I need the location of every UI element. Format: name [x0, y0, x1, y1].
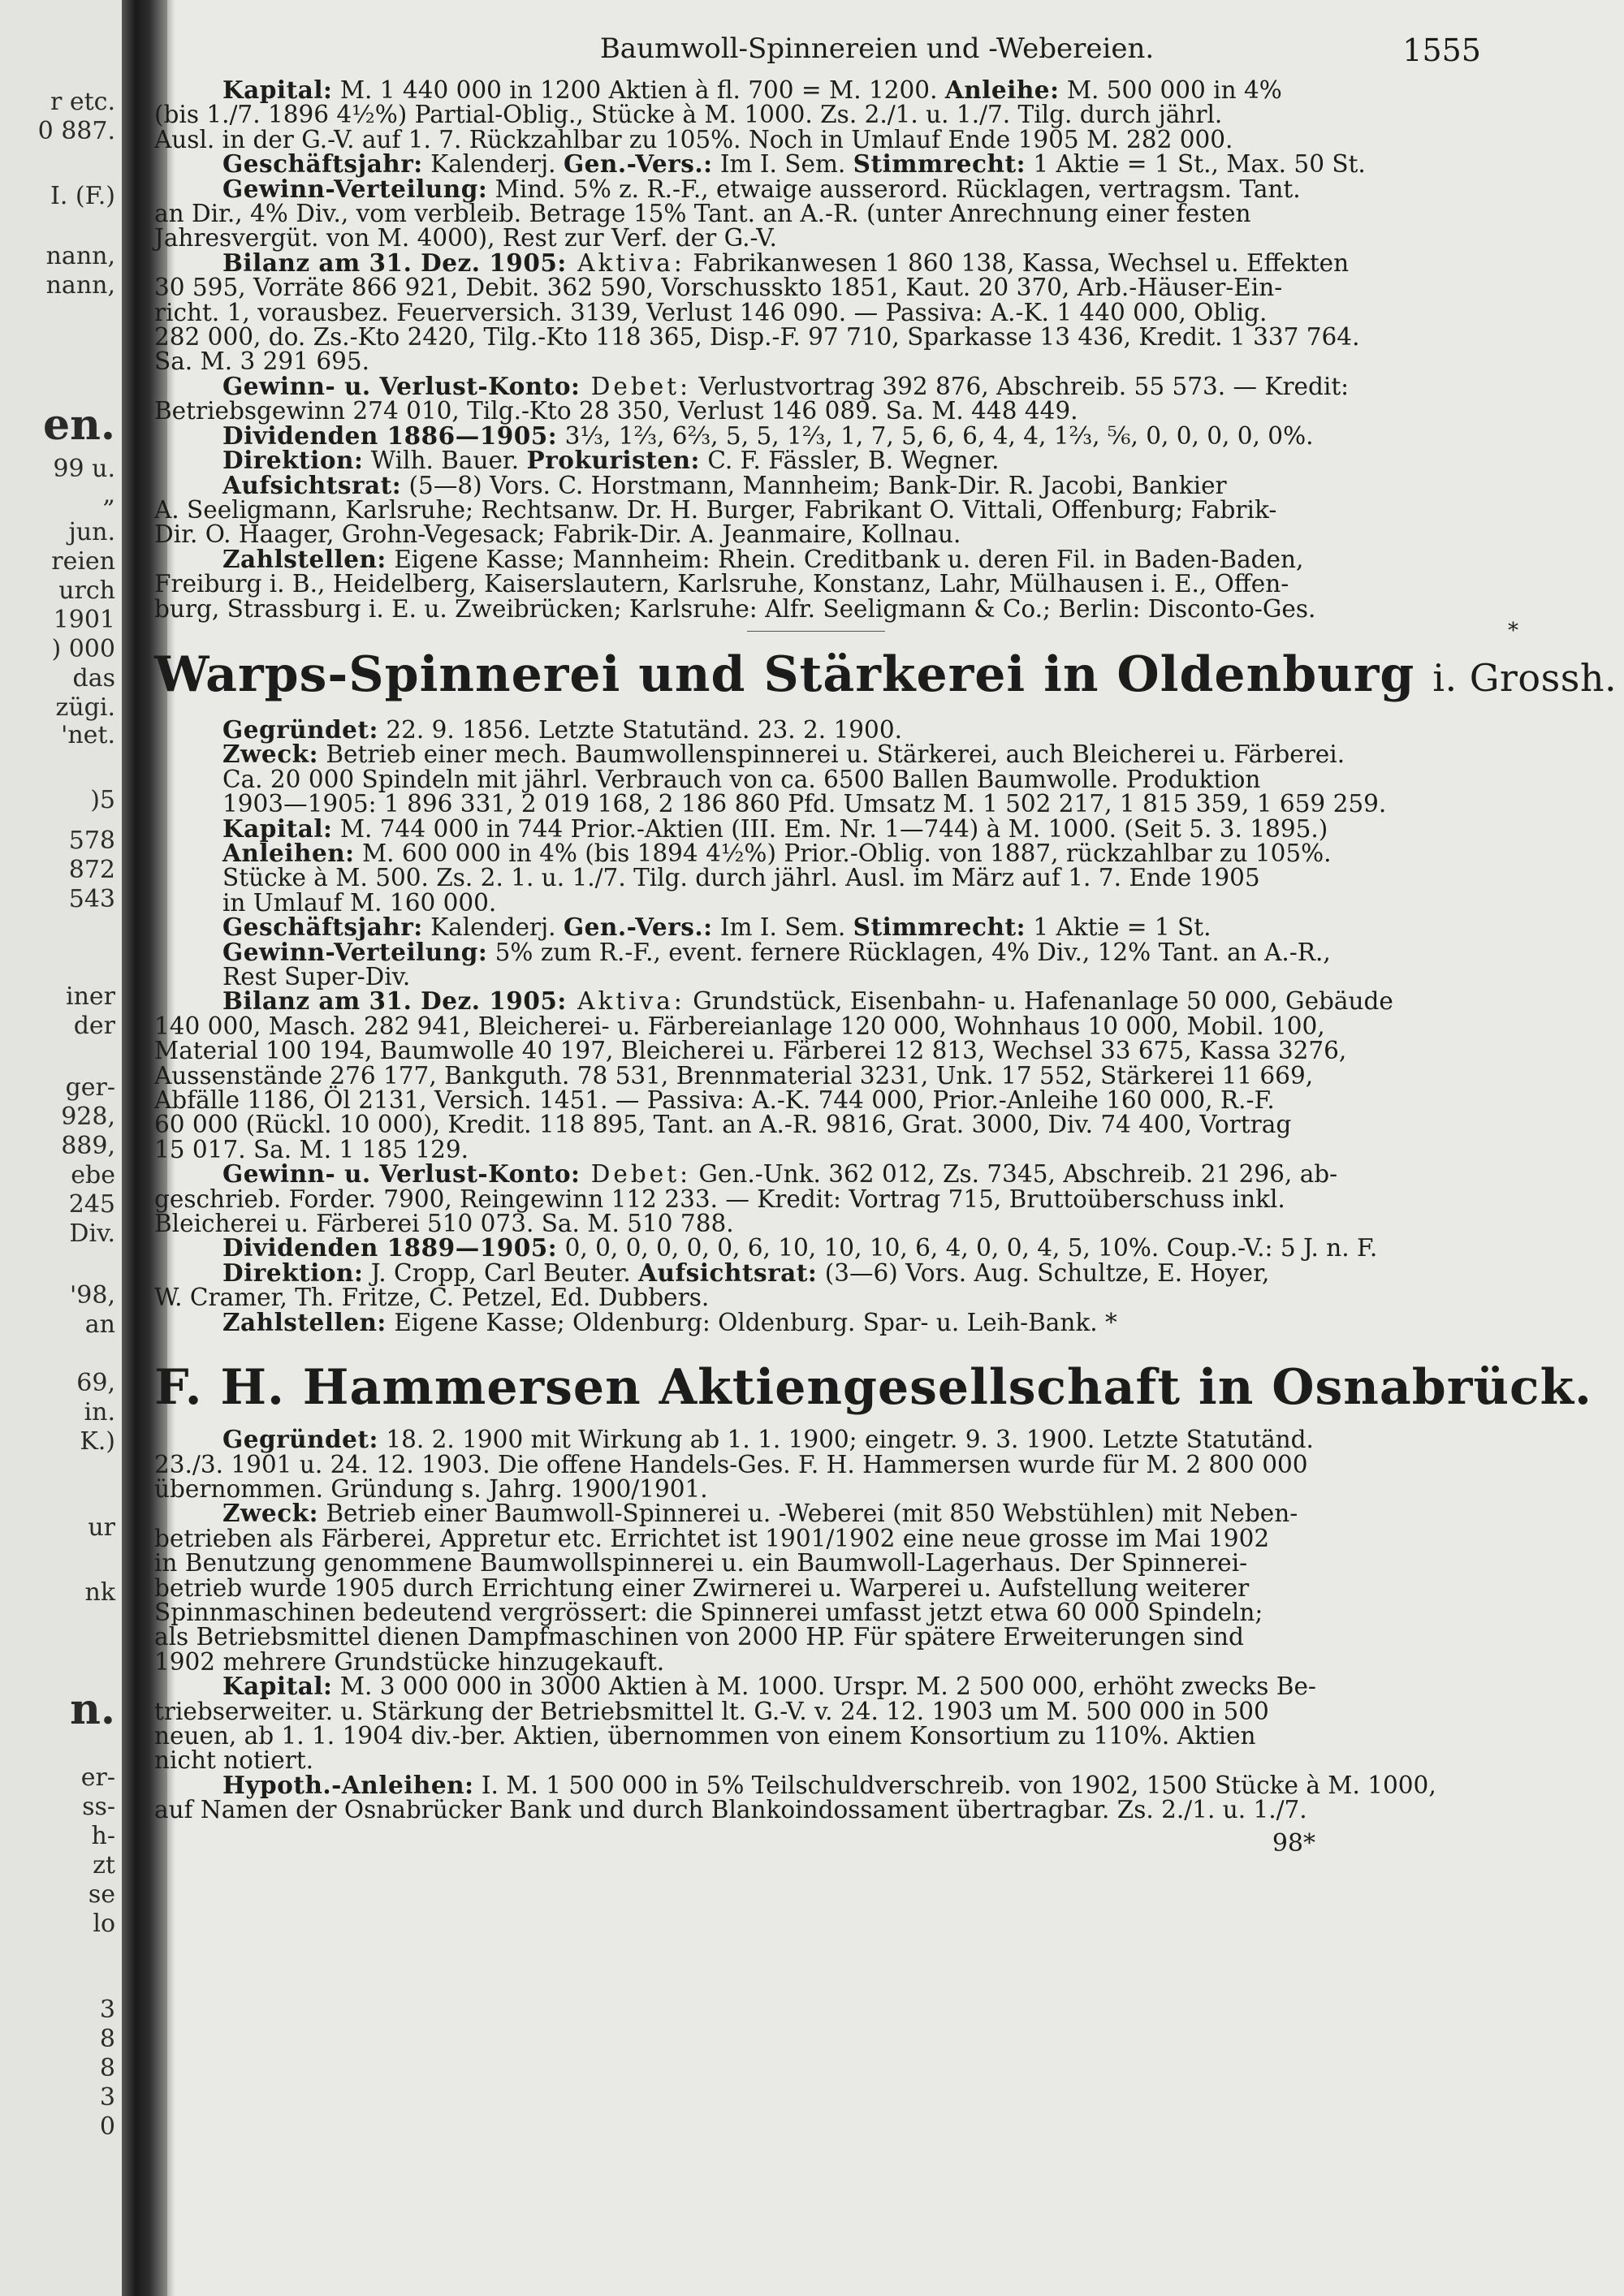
field-text: neuen, ab 1. 1. 1904 div.-ber. Aktien, übernommen von einem Konsortium zu 110%. Aktien	[154, 1721, 1256, 1750]
text-line	[154, 1600, 1478, 1625]
adjacent-page-fragment: 543	[68, 885, 115, 913]
spaced-label: Aktiva:	[566, 248, 685, 277]
text-line	[154, 174, 1478, 203]
adjacent-page-fragment: urch	[58, 576, 115, 605]
text-line	[154, 1258, 1478, 1287]
field-text: Grundstück, Eisenbahn- u. Hafenanlage 50 000, Gebäude	[685, 987, 1393, 1016]
adjacent-page-fragment: lo	[93, 1910, 115, 1938]
adjacent-page-fragment: nk	[84, 1578, 115, 1607]
text-line	[154, 399, 1478, 423]
field-text: Ausl. in der G.-V. auf 1. 7. Rückzahlbar zu 105%. Noch in Umlauf Ende 1905 M. 282 000.	[154, 125, 1233, 153]
field-text: Gen.-Unk. 362 012, Zs. 7345, Abschreib. 21 296, ab-	[691, 1160, 1338, 1189]
text-line	[154, 1112, 1478, 1137]
adjacent-page-fragment: 99 u.	[53, 455, 115, 483]
field-label: Prokuristen:	[526, 446, 700, 475]
field-text: Mind. 5% z. R.-F., etwaige ausserord. Rücklagen, vertragsm. Tant.	[487, 175, 1301, 203]
text-line	[154, 740, 1478, 769]
text-line	[154, 1061, 1478, 1090]
text-line	[154, 1699, 1478, 1724]
adjacent-page-fragment: in.	[84, 1398, 115, 1426]
field-text: Ca. 20 000 Spindeln mit jährl. Verbrauch von ca. 6500 Ballen Baumwolle. Produktion	[222, 765, 1261, 793]
field-label: Zweck:	[222, 740, 318, 769]
text-line	[154, 1746, 1478, 1775]
text-line	[154, 865, 1478, 890]
field-text: Fabrikanwesen 1 860 138, Kassa, Wechsel u. Effekten	[685, 248, 1350, 277]
field-text: als Betriebsmittel dienen Dampfmaschinen von 2000 HP. Für spätere Erweiterungen sind	[154, 1623, 1244, 1651]
field-text: 1 Aktie = 1 St., Max. 50 St.	[1025, 150, 1366, 179]
adjacent-page-fragment: I. (F.)	[50, 182, 115, 210]
field-label: Dividenden 1889—1905:	[222, 1233, 558, 1262]
text-line	[154, 594, 1478, 623]
field-label: Aufsichtsrat:	[638, 1258, 818, 1287]
entry-baumwoll-continuation	[154, 78, 1478, 621]
text-line	[154, 323, 1478, 352]
field-text: Jahresvergüt. von M. 4000), Rest zur Verf. der G.-V.	[154, 224, 777, 252]
text-line	[154, 1551, 1478, 1575]
field-label: Direktion:	[222, 1258, 364, 1287]
main-column	[154, 32, 1618, 1858]
adjacent-page-strip	[0, 0, 122, 2296]
adjacent-page-fragment: zt	[93, 1851, 115, 1880]
text-line	[154, 1721, 1478, 1750]
adjacent-page-fragment: der	[73, 1012, 115, 1040]
field-text: W. Cramer, Th. Fritze, C. Petzel, Ed. Dubbers.	[154, 1284, 710, 1312]
field-text: Rest Super-Div.	[222, 963, 411, 990]
entry-title-main: F. H. Hammersen Aktiengesellschaft in Osnabrück.	[154, 1359, 1592, 1417]
text-line	[154, 1233, 1478, 1262]
text-line	[154, 572, 1478, 596]
adjacent-page-fragment: Div.	[69, 1219, 115, 1248]
entry-hammersen	[154, 1427, 1478, 1823]
field-text: in Benutzung genommene Baumwollspinnerei u. ein Baumwoll-Lagerhaus. Der Spinnerei-	[154, 1549, 1248, 1577]
text-line	[154, 792, 1478, 816]
spaced-label: Debet:	[580, 372, 692, 400]
field-text: M. 3 000 000 in 3000 Aktien à M. 1000. Urspr. M. 2 500 000, erhöht zwecks Be-	[332, 1672, 1316, 1701]
adjacent-page-fragment: )5	[90, 786, 115, 814]
text-line	[154, 1211, 1478, 1236]
adjacent-page-fragment: nann,	[45, 271, 115, 300]
field-text: C. F. Fässler, B. Wegner.	[699, 447, 1000, 475]
adjacent-page-fragment: 928,	[61, 1103, 115, 1131]
text-line	[154, 814, 1478, 843]
text-line	[154, 888, 1478, 917]
text-line	[154, 1307, 1478, 1336]
adjacent-page-fragment: iner	[65, 982, 115, 1011]
field-label: Gewinn-Verteilung:	[222, 174, 488, 203]
field-label: Kapital:	[222, 1672, 333, 1701]
text-line	[154, 1798, 1478, 1822]
adjacent-page-fragment: n.	[70, 1685, 115, 1734]
field-text: 282 000, do. Zs.-Kto 2420, Tilg.-Kto 118 365, Disp.-F. 97 710, Sparkasse 13 436, Kredit. 1 337 764.	[154, 323, 1360, 352]
field-text: betrieben als Färberei, Appretur etc. Errichtet ist 1901/1902 eine neue grosse im Mai 1902	[154, 1524, 1270, 1552]
adjacent-page-fragment: ss-	[82, 1793, 115, 1821]
field-text: 30 595, Vorräte 866 921, Debit. 362 590, Vorschusskto 1851, Kaut. 20 370, Arb.-Häuser-Ein-	[154, 274, 1283, 302]
text-line	[154, 226, 1478, 250]
adjacent-page-fragment: 3	[99, 1996, 115, 2024]
adjacent-page-fragment: 69,	[76, 1369, 115, 1397]
field-label: Gegründet:	[222, 714, 378, 744]
field-label: Gen.-Vers.:	[563, 149, 713, 179]
field-text: Bleicherei u. Färberei 510 073. Sa. M. 510 788.	[154, 1210, 734, 1238]
running-head	[154, 32, 1481, 78]
field-text: 22. 9. 1856. Letzte Statutänd. 23. 2. 1900.	[378, 715, 902, 744]
field-label: Gewinn- u. Verlust-Konto:	[222, 371, 581, 400]
field-text: 23./3. 1901 u. 24. 12. 1903. Die offene Handels-Ges. F. H. Hammersen wurde für M. 2 800 000	[154, 1450, 1308, 1478]
adjacent-page-fragment: „	[102, 481, 115, 509]
field-text: übernommen. Gründung s. Jahrg. 1900/1901.	[154, 1474, 708, 1503]
field-label: Zweck:	[222, 1499, 318, 1528]
adjacent-page-fragment: ) 000	[51, 635, 115, 663]
text-line	[154, 1770, 1478, 1799]
text-line	[154, 913, 1478, 942]
adjacent-page-fragment: reien	[51, 547, 115, 576]
field-text: Kalenderj.	[422, 913, 564, 942]
adjacent-page-fragment: ur	[88, 1513, 115, 1542]
text-line	[154, 347, 1478, 376]
field-text: Sa. M. 3 291 695.	[154, 347, 370, 376]
field-label: Direktion:	[222, 446, 364, 475]
field-text: Eigene Kasse; Oldenburg: Oldenburg. Spar- u. Leih-Bank. *	[386, 1308, 1117, 1336]
text-line	[154, 201, 1478, 226]
field-label: Dividenden 1886—1905:	[222, 421, 558, 450]
entry-star: *	[1508, 618, 1518, 643]
field-text: Stücke à M. 500. Zs. 2. 1. u. 1./7. Tilg. durch jährl. Ausl. im März auf 1. 7. Ende 1905	[222, 864, 1260, 892]
field-text: 5% zum R.-F., event. fernere Rücklagen, 4% Div., 12% Tant. an A.-R.,	[487, 938, 1331, 966]
field-text: 1903—1905: 1 896 331, 2 019 168, 2 186 860 Pfd. Umsatz M. 1 502 217, 1 815 359, 1 659 259.	[222, 790, 1387, 818]
field-text: nicht notiert.	[154, 1746, 314, 1775]
adjacent-page-fragment: se	[88, 1880, 115, 1909]
field-label: Zahlstellen:	[222, 1307, 387, 1336]
text-line	[154, 767, 1478, 792]
entry-title-suffix: i. Grossh.	[1432, 655, 1618, 700]
text-line	[154, 937, 1478, 966]
field-text: Abfälle 1186, Öl 2131, Versich. 1451. — Passiva: A.-K. 744 000, Prior.-Anleihe 160 000, R.-F.	[154, 1086, 1275, 1115]
field-text: 140 000, Masch. 282 941, Bleicherei- u. Färbereianlage 120 000, Wohnhaus 10 000, Mobil. 100,	[154, 1012, 1325, 1040]
field-text: M. 1 440 000 in 1200 Aktien à fl. 700 = M. 1200.	[332, 76, 945, 104]
field-text: 1 Aktie = 1 St.	[1025, 913, 1212, 942]
text-line	[154, 1285, 1478, 1310]
field-label: Gen.-Vers.:	[563, 913, 713, 942]
field-label: Gegründet:	[222, 1425, 378, 1454]
text-line	[154, 1526, 1478, 1551]
spaced-label: Aktiva:	[566, 987, 685, 1016]
field-text: Betriebsgewinn 274 010, Tilg.-Kto 28 350, Verlust 146 089. Sa. M. 448 449.	[154, 397, 1078, 425]
field-label: Aufsichtsrat:	[222, 470, 402, 499]
field-text: Spinnmaschinen bedeutend vergrössert: die Spinnerei umfasst jetzt etwa 60 000 Spindeln;	[154, 1598, 1263, 1626]
text-line	[154, 102, 1478, 127]
text-line	[154, 1014, 1478, 1038]
text-line	[154, 421, 1478, 450]
field-text: Wilh. Bauer.	[363, 447, 527, 475]
field-text: Aussenstände 276 177, Bankguth. 78 531, Brennmaterial 3231, Unk. 17 552, Stärkerei 11 669,	[154, 1061, 1314, 1090]
adjacent-page-fragment: ger-	[65, 1073, 115, 1102]
text-line	[154, 495, 1478, 524]
adjacent-page-fragment: zügi.	[55, 693, 115, 722]
adjacent-page-fragment: ebe	[71, 1161, 115, 1189]
field-text: 1902 mehrere Grundstücke hinzugekauft.	[154, 1647, 665, 1676]
field-text: richt. 1, vorausbez. Feuerversich. 3139, Verlust 146 090. — Passiva: A.-K. 1 440 000, Oblig.	[154, 298, 1268, 326]
field-text: 3⅓, 1⅔, 6⅔, 5, 5, 1⅔, 1, 7, 5, 6, 6, 4, 4, 1⅔, ⅚, 0, 0, 0, 0, 0%.	[557, 421, 1314, 450]
adjacent-page-fragment: h-	[91, 1822, 115, 1850]
adjacent-page-fragment: 8	[99, 2025, 115, 2053]
text-line	[154, 1501, 1478, 1526]
field-label: Anleihe:	[944, 76, 1060, 104]
adjacent-page-fragment: 889,	[61, 1132, 115, 1160]
adjacent-page-fragment: 'net.	[61, 721, 115, 749]
adjacent-page-fragment: K.)	[80, 1427, 115, 1456]
adjacent-page-fragment: nann,	[45, 242, 115, 270]
adjacent-page-fragment: r etc.	[50, 88, 115, 116]
field-text: Freiburg i. B., Heidelberg, Kaiserslautern, Karlsruhe, Konstanz, Lahr, Mülhausen i. E., Offen-	[154, 570, 1289, 598]
field-text: burg, Strassburg i. E. u. Zweibrücken; Karlsruhe: Alfr. Seeligmann & Co.; Berlin: Disconto-Ges.	[154, 594, 1316, 623]
field-text: in Umlauf M. 160 000.	[222, 888, 497, 917]
text-line	[154, 300, 1478, 325]
field-label: Zahlstellen:	[222, 544, 387, 573]
field-label: Stimmrecht:	[853, 149, 1026, 179]
text-line	[154, 1187, 1478, 1211]
entry-title-main: Warps-Spinnerei und Stärkerei in Oldenburg	[154, 645, 1415, 703]
text-line	[154, 544, 1478, 573]
entry-title-warps	[154, 645, 1618, 706]
field-text: 18. 2. 1900 mit Wirkung ab 1. 1. 1900; eingetr. 9. 3. 1900. Letzte Statutänd.	[378, 1426, 1314, 1454]
text-line	[154, 127, 1478, 152]
field-label: Kapital:	[222, 814, 333, 843]
field-label: Geschäftsjahr:	[222, 149, 423, 179]
text-line	[154, 1672, 1478, 1701]
text-line	[154, 78, 1478, 102]
text-line	[154, 275, 1478, 300]
text-line	[154, 1647, 1478, 1676]
field-text: A. Seeligmann, Karlsruhe; Rechtsanw. Dr. H. Burger, Fabrikant O. Vittali, Offenburg; Fabrik-	[154, 495, 1277, 524]
field-text: 15 017. Sa. M. 1 185 129.	[154, 1135, 469, 1163]
field-label: Gewinn- u. Verlust-Konto:	[222, 1159, 581, 1189]
field-text: M. 500 000 in 4%	[1059, 76, 1282, 104]
field-text: Betrieb einer Baumwoll-Spinnerei u. -Weberei (mit 850 Webstühlen) mit Neben-	[318, 1500, 1298, 1528]
text-line	[154, 1159, 1478, 1189]
adjacent-page-fragment: '98,	[70, 1281, 115, 1310]
field-text: I. M. 1 500 000 in 5% Teilschuldverschreib. von 1902, 1500 Stücke à M. 1000,	[473, 1771, 1436, 1799]
text-line	[154, 714, 1478, 744]
field-text: Verlustvortrag 392 876, Abschreib. 55 573. — Kredit:	[691, 372, 1350, 400]
text-line	[154, 1086, 1478, 1115]
spaced-label: Debet:	[580, 1160, 692, 1189]
text-line	[154, 520, 1478, 549]
field-text: Material 100 194, Baumwolle 40 197, Bleicherei u. Färberei 12 813, Wechsel 33 675, Kassa 3276,	[154, 1037, 1347, 1065]
field-label: Bilanz am 31. Dez. 1905:	[222, 248, 567, 277]
field-text: betrieb wurde 1905 durch Errichtung einer Zwirnerei u. Warperei u. Aufstellung weiterer	[154, 1573, 1250, 1602]
field-text: geschrieb. Forder. 7900, Reingewinn 112 233. — Kredit: Vortrag 715, Bruttoüberschuss inkl.	[154, 1185, 1285, 1213]
field-label: Kapital:	[222, 76, 333, 104]
adjacent-page-fragment: en.	[43, 400, 115, 450]
adjacent-page-fragment: 1901	[53, 606, 115, 634]
signature-mark: 98*	[1272, 1828, 1315, 1858]
field-text: triebserweiter. u. Stärkung der Betriebsmittel lt. G.-V. v. 24. 12. 1903 um M. 500 000 in 500	[154, 1697, 1269, 1725]
adjacent-page-fragment: an	[84, 1310, 115, 1339]
running-head-title: Baumwoll-Spinnereien und -Webereien.	[599, 32, 1155, 65]
field-label: Geschäftsjahr:	[222, 913, 423, 942]
field-text: an Dir., 4% Div., vom verbleib. Betrage 15% Tant. an A.-R. (unter Anrechnung einer festen	[154, 200, 1251, 228]
text-line	[154, 1474, 1478, 1503]
text-line	[154, 470, 1478, 499]
field-text: 0, 0, 0, 0, 0, 0, 6, 10, 10, 10, 6, 4, 0, 0, 4, 5, 10%. Coup.-V.: 5 J. n. F.	[557, 1234, 1378, 1262]
field-text: (bis 1./7. 1896 4½%) Partial-Oblig., Stücke à M. 1000. Zs. 2./1. u. 1./7. Tilg. durch jährl.	[154, 101, 1223, 129]
entry-title-hammersen	[154, 1359, 1592, 1417]
field-label: Hypoth.-Anleihen:	[222, 1770, 474, 1799]
text-line	[154, 1452, 1478, 1477]
field-label: Stimmrecht:	[853, 913, 1026, 942]
adjacent-page-fragment: 8	[99, 2054, 115, 2082]
adjacent-page-fragment: 0	[99, 2113, 115, 2141]
adjacent-page-fragment: 578	[68, 826, 115, 855]
field-text: M. 600 000 in 4% (bis 1894 4½%) Prior.-Oblig. von 1887, rückzahlbar zu 105%.	[354, 839, 1332, 867]
text-line	[154, 371, 1478, 400]
field-text: M. 744 000 in 744 Prior.-Aktien (III. Em. Nr. 1—744) à M. 1000. (Seit 5. 3. 1895.)	[332, 814, 1328, 843]
field-text: (3—6) Vors. Aug. Schultze, E. Hoyer,	[817, 1258, 1270, 1287]
field-text: J. Cropp, Carl Beuter.	[363, 1258, 639, 1287]
adjacent-page-fragment: 872	[68, 856, 115, 884]
text-line	[154, 1038, 1478, 1063]
adjacent-page-fragment: jun.	[68, 518, 115, 546]
text-line	[154, 1625, 1478, 1649]
adjacent-page-fragment: 245	[68, 1190, 115, 1219]
text-line	[154, 1573, 1478, 1602]
field-label: Gewinn-Verteilung:	[222, 937, 488, 966]
field-text: 60 000 (Rückl. 10 000), Kredit. 118 895, Tant. an A.-R. 9816, Grat. 3000, Div. 74 400, Vortrag	[154, 1111, 1292, 1139]
text-line	[154, 448, 1478, 473]
adjacent-page-fragment: 3	[99, 2083, 115, 2112]
field-text: Im I. Sem.	[712, 913, 853, 942]
text-line	[154, 965, 1478, 989]
adjacent-page-fragment: 0 887.	[37, 117, 115, 145]
text-line	[154, 1427, 1478, 1452]
adjacent-page-fragment: das	[72, 664, 115, 693]
text-line	[154, 248, 1478, 277]
entry-warps-spinnerei	[154, 714, 1478, 1336]
separator-rule	[747, 618, 1518, 643]
adjacent-page-fragment: er-	[80, 1763, 115, 1792]
text-line	[154, 1137, 1478, 1162]
field-text: Dir. O. Haager, Grohn-Vegesack; Fabrik-Dir. A. Jeanmaire, Kollnau.	[154, 520, 961, 549]
field-text: Betrieb einer mech. Baumwollenspinnerei u. Stärkerei, auch Bleicherei u. Färberei.	[318, 740, 1345, 769]
field-text: Im I. Sem.	[712, 150, 853, 179]
text-line	[154, 986, 1478, 1016]
field-label: Anleihen:	[222, 838, 355, 867]
field-text: (5—8) Vors. C. Horstmann, Mannheim; Bank-Dir. R. Jacobi, Bankier	[401, 471, 1227, 499]
text-line	[154, 149, 1478, 179]
field-label: Bilanz am 31. Dez. 1905:	[222, 986, 567, 1016]
field-text: Eigene Kasse; Mannheim: Rhein. Creditbank u. deren Fil. in Baden-Baden,	[386, 545, 1304, 573]
text-line	[154, 838, 1478, 867]
field-text: Kalenderj.	[422, 150, 564, 179]
field-text: auf Namen der Osnabrücker Bank und durch Blankoindossament übertragbar. Zs. 2./1. u. 1./7.	[154, 1796, 1307, 1824]
page-number: 1555	[1402, 32, 1481, 68]
